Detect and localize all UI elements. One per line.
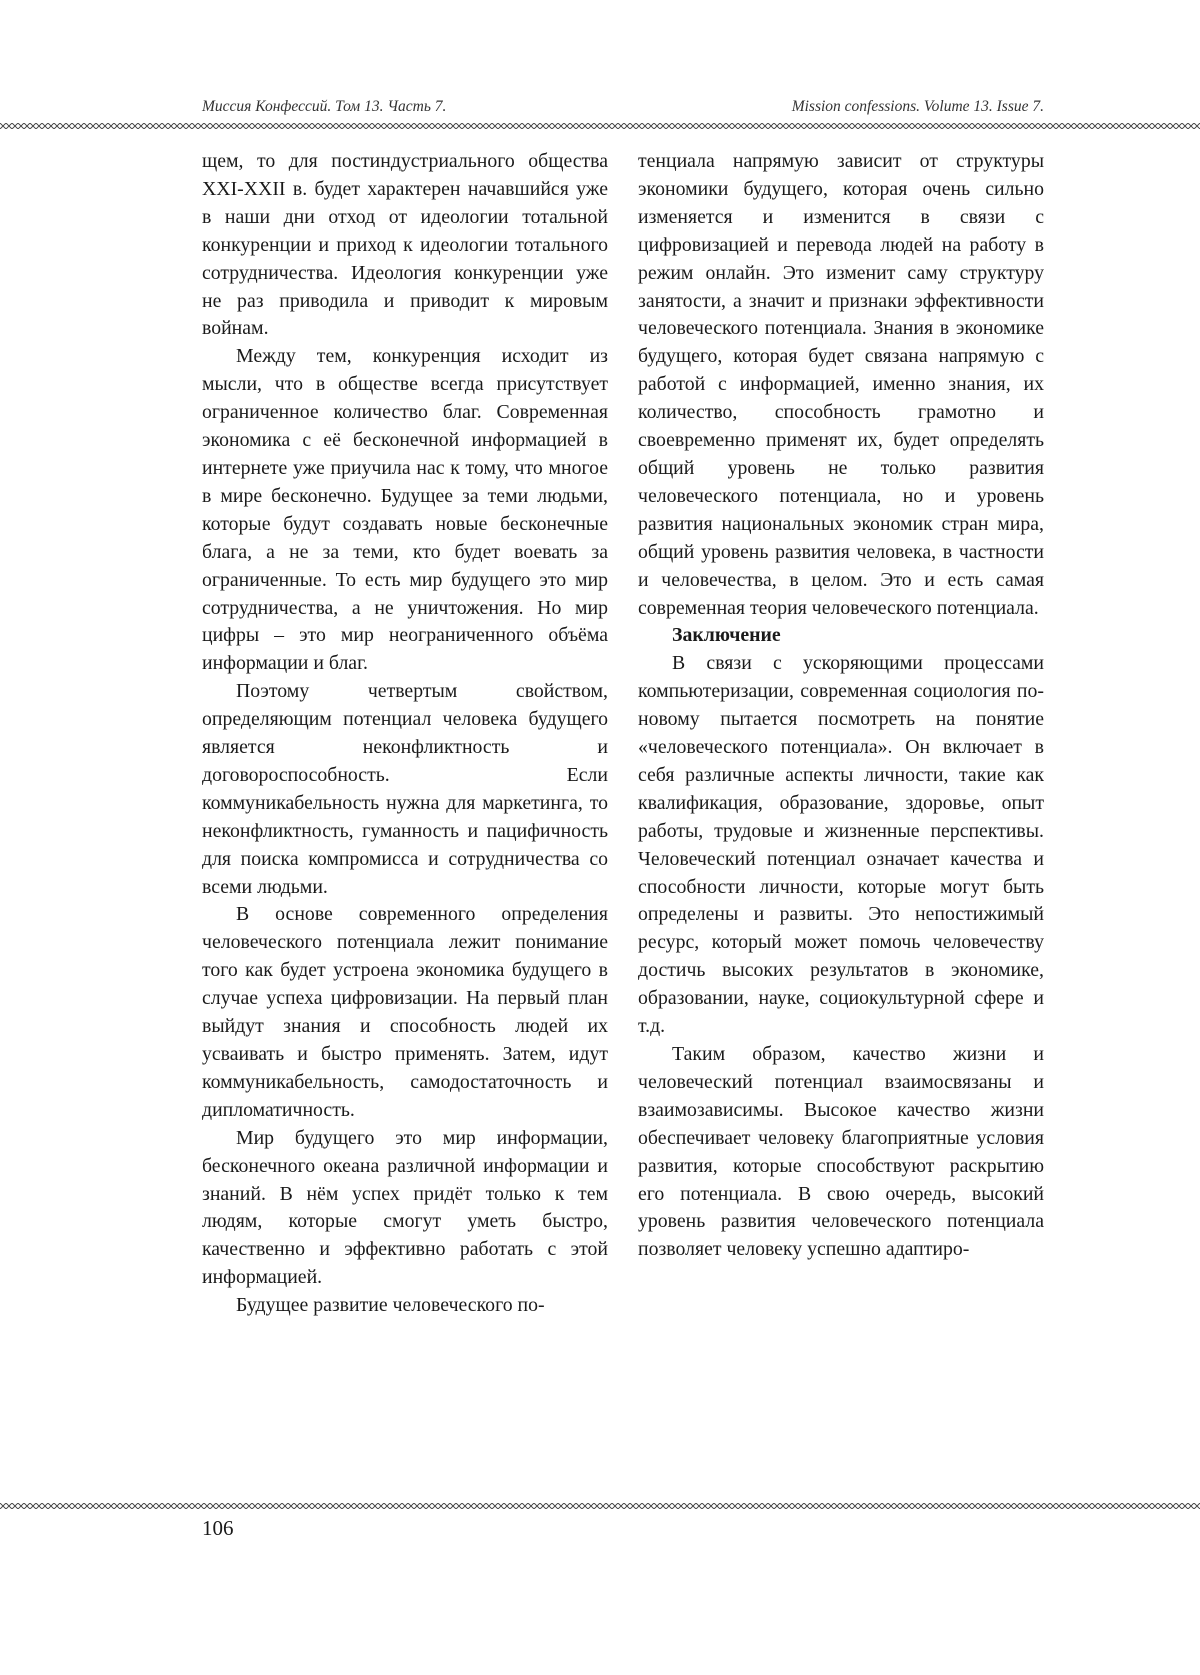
- paragraph: Таким образом, качество жизни и человеческий потенциал взаимосвязаны и взаимозависимы. Высокое качество жизни обеспечивает человеку благоприятные условия развития, которые способствуют раскрытию его потенциала. В свою очередь, высокий уровень развития человеческого потенциала позволяет человеку успешно адаптиро-: [638, 1043, 1044, 1261]
- text-column-right: [638, 148, 1044, 1264]
- paragraph: Поэтому четвертым свойством, определяющим потенциал человека будущего является неконфликтность и договороспособность. Если коммуникабельность нужна для маркетинга, то неконфликтность, гуманность и пацифичность для поиска компромисса и сотрудничества со всеми людьми.: [202, 680, 608, 898]
- page-number: 106: [202, 1516, 234, 1540]
- running-header: [202, 98, 1044, 122]
- paragraph: В связи с ускоряющими процессами компьютеризации, современная социология по-новому пытается посмотреть на понятие «человеческого потенциала». Он включает в себя различные аспекты личности, такие как квалификация, образование, здоровье, опыт работы, трудовые и жизненные перспективы. Человеческий потенциал означает качества и способности личности, которые могут быть определены и развиты. Это непостижимый ресурс, который может помочь человечеству достичь высоких результатов в экономике, образовании, науке, социокультурной сфере и т.д.: [638, 652, 1044, 1038]
- header-journal-title-ru: Миссия Конфессий. Том 13. Часть 7.: [202, 98, 447, 115]
- header-ornament-rule: [0, 120, 1200, 132]
- paragraph: Будущее развитие человеческого по-: [236, 1294, 545, 1317]
- paragraph: тенциала напрямую зависит от структуры экономики будущего, которая очень сильно изменяется и изменится в связи с цифровизацией и перевода людей на работу в режим онлайн. Это изменит саму структуру занятости, а значит и признаки эффективности человеческого потенциала. Знания в экономике будущего, которая будет связана напрямую с работой с информацией, именно знания, их количество, способность грамотно и своевременно применят их, будет определять общий уровень не только развития человеческого потенциала, но и уровень развития национальных экономик стран мира, общий уровень развития человека, в частности и человечества, в целом. Это и есть самая современная теория человеческого потенциала.: [638, 150, 1044, 619]
- header-journal-title-en: Mission confessions. Volume 13. Issue 7.: [791, 98, 1044, 115]
- footer-ornament-rule: [0, 1500, 1200, 1512]
- paragraph: щем, то для постиндустриального общества XXI-XXII в. будет характерен начавшийся уже в наши дни отход от идеологии тотальной конкуренции и приход к идеологии тотального сотрудничества. Идеология конкуренции уже не раз приводила и приводит к мировым войнам.: [202, 150, 608, 340]
- paragraph: Между тем, конкуренция исходит из мысли, что в обществе всегда присутствует ограниченное количество благ. Современная экономика с её бесконечной информацией в интернете уже приучила нас к тому, что многое в мире бесконечно. Будущее за теми людьми, которые будут создавать новые бесконечные блага, а не за теми, кто будет воевать за ограниченные. То есть мир будущего это мир сотрудничества, а не уничтожения. Но мир цифры – это мир неограниченного объёма информации и благ.: [202, 345, 608, 675]
- paragraph: Мир будущего это мир информации, бесконечного океана различной информации и знаний. В нём успех придёт только к тем людям, которые смогут уметь быстро, качественно и эффективно работать с этой информацией.: [202, 1126, 608, 1289]
- text-column-left: [202, 148, 608, 1320]
- section-heading: Заключение: [672, 624, 781, 647]
- paragraph: В основе современного определения человеческого потенциала лежит понимание того как будет устроена экономика будущего в случае успеха цифровизации. На первый план выйдут знания и способность людей их усваивать и быстро применять. Затем, идут коммуникабельность, самодостаточность и дипломатичность.: [202, 903, 608, 1121]
